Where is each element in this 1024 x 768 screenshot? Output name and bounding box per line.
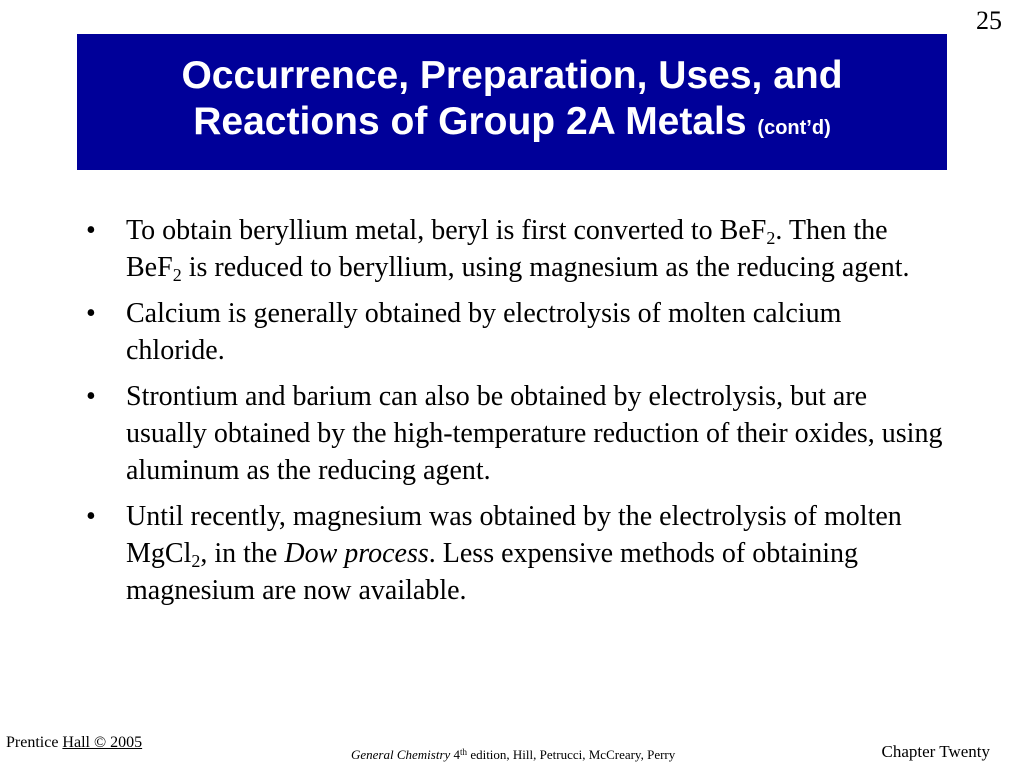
publisher-link[interactable]: Hall © 2005 [62,734,143,751]
bullet-text: is reduced to beryllium, using magnesium as the reducing agent. [181,252,910,283]
footer-publisher [6,734,142,752]
bullet-item-beryllium [86,212,946,286]
title-line-2 [193,99,830,151]
bullet-icon: • [86,215,96,246]
bullet-text: , in the [200,538,285,569]
bullet-text: Strontium and barium can also be obtained by electrolysis, but are usually obtained by the high-temperature reduction of their oxides, using aluminum as the reducing agent. [126,381,943,486]
bullet-item-strontium-barium [86,378,946,489]
bullet-text: . Less expensive methods of obtaining magnesium are now available. [126,538,859,606]
subscript: 2 [766,228,776,248]
footer-chapter: Chapter Twenty [881,742,990,761]
subscript: 2 [172,265,182,285]
dow-process-term: Dow process [284,538,429,569]
bullet-text: To obtain beryllium metal, beryl is first converted to BeF [126,215,767,246]
slide-number: 25 [976,6,1002,35]
title-suffix: (cont’d) [757,117,831,139]
title-line-1: Occurrence, Preparation, Uses, and [181,54,843,97]
book-title: General Chemistry [351,747,451,762]
edition-authors: edition, Hill, Petrucci, McCreary, Perry [467,747,676,762]
bullet-icon: • [86,381,96,412]
bullet-text: . Then the BeF [126,215,888,283]
bullet-text: Until recently, magnesium was obtained by the electrolysis of molten MgCl [126,501,902,569]
bullet-text: Calcium is generally obtained by electrolysis of molten calcium chloride. [126,298,842,366]
footer-citation [351,747,675,763]
bullet-item-magnesium [86,498,946,609]
bullet-item-calcium [86,295,946,369]
title-line-2-text: Reactions of Group 2A Metals [193,100,747,143]
bullet-list [86,212,946,618]
publisher-prefix: Prentice [6,734,63,751]
edition-superscript: th [460,747,468,757]
subscript: 2 [191,551,201,571]
bullet-icon: • [86,298,96,329]
bullet-icon: • [86,501,96,532]
edition-number: 4 [450,747,461,762]
title-banner [77,34,947,170]
